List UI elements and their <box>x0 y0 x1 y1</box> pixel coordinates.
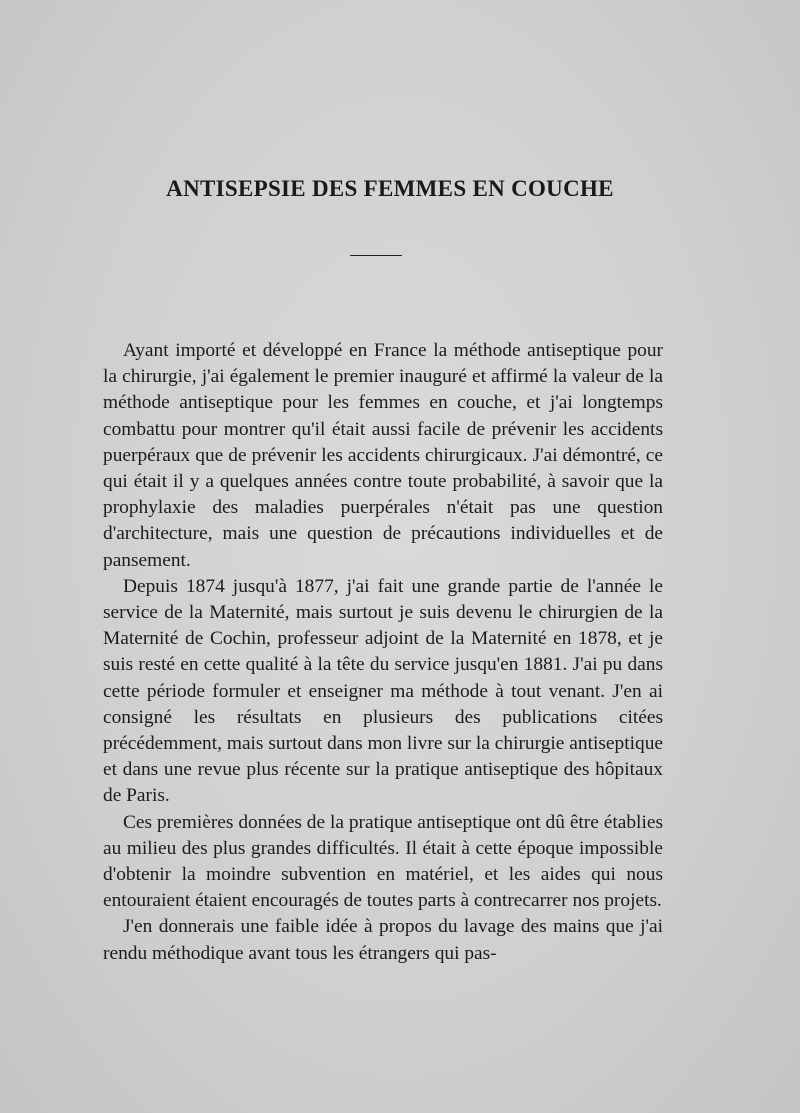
paragraph-4: J'en donnerais une faible idée à propos du lavage des mains que j'ai rendu méthodique avant tous les étrangers qui pas- <box>103 916 663 964</box>
paragraph-2: Depuis 1874 jusqu'à 1877, j'ai fait une grande partie de l'année le service de la Maternité, mais surtout je suis devenu le chirurgien de la Maternité de Cochin, professeur adjoint de la Maternité en 1878, et je suis resté en cette qualité à la tête du service jusqu'en 1881. J'ai pu dans cette période formuler et enseigner ma méthode à tout venant. J'en ai consigné les résultats en plusieurs des publications citées précédemment, mais surtout dans mon livre sur la chirurgie antiseptique et dans une revue plus récente sur la pratique antiseptique des hôpitaux de Paris. <box>103 575 663 807</box>
paragraph-1: Ayant importé et développé en France la méthode antiseptique pour la chirurgie, j'ai également le premier inauguré et affirmé la valeur de la méthode antiseptique pour les femmes en couche, et j'ai longtemps combattu pour montrer qu'il était aussi facile de prévenir les accidents puerpéraux que de prévenir les accidents chirurgicaux. J'ai démontré, ce qui était il y a quelques années contre toute probabilité, à savoir que la prophylaxie des maladies puerpérales n'était pas une question d'architecture, mais une question de précautions individuelles et de pansement. <box>103 340 663 571</box>
title-divider <box>350 255 402 256</box>
paragraph-3: Ces premières données de la pratique antiseptique ont dû être établies au milieu des plus grandes difficultés. Il était à cette époque impossible d'obtenir la moindre subvention en matériel, et les aides qui nous entouraient étaient encouragés de toutes parts à contrecarrer nos projets. <box>103 811 663 912</box>
chapter-title: ANTISEPSIE DES FEMMES EN COUCHE <box>166 176 614 201</box>
body-text <box>103 338 663 967</box>
